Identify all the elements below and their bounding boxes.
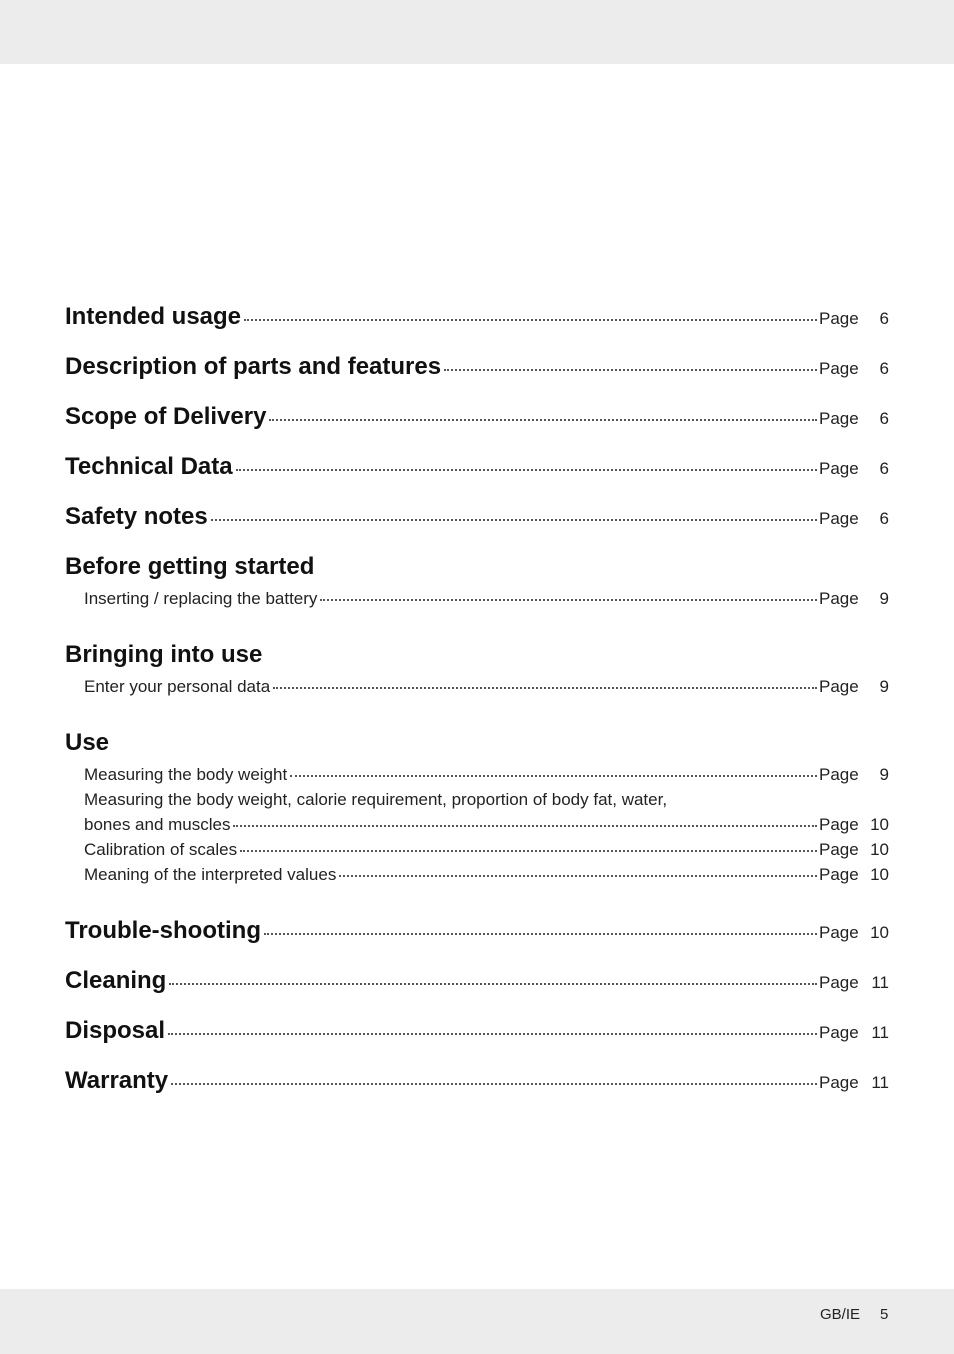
toc-subentry-title: Inserting / replacing the battery bbox=[84, 589, 318, 608]
dot-leader bbox=[290, 775, 817, 777]
page-label: Page bbox=[819, 815, 859, 834]
footer-page-number: 5 bbox=[880, 1306, 889, 1323]
page-label: Page bbox=[819, 865, 859, 884]
page-label: Page bbox=[819, 840, 859, 859]
toc-entry-intended-usage[interactable] bbox=[65, 298, 889, 348]
dot-leader bbox=[244, 319, 817, 321]
header-band bbox=[0, 0, 954, 64]
toc-subentry-calibration[interactable] bbox=[65, 837, 889, 862]
page-number: 6 bbox=[879, 359, 889, 378]
page-label: Page bbox=[819, 765, 859, 784]
toc-entry-title: Disposal bbox=[65, 1017, 166, 1044]
page-label: Page bbox=[819, 1073, 859, 1092]
toc-heading-title: Bringing into use bbox=[65, 641, 263, 668]
page-number: 11 bbox=[871, 1023, 889, 1042]
toc-subentry-title: Calibration of scales bbox=[84, 840, 238, 859]
page-label: Page bbox=[819, 459, 859, 478]
toc-entry-description[interactable] bbox=[65, 348, 889, 398]
toc-entry-title: Safety notes bbox=[65, 503, 208, 530]
toc-entry-scope-of-delivery[interactable] bbox=[65, 398, 889, 448]
page-number: 6 bbox=[879, 509, 889, 528]
page-number: 11 bbox=[871, 1073, 889, 1092]
toc-subentry-body-weight[interactable] bbox=[65, 762, 889, 787]
table-of-contents bbox=[65, 298, 889, 1112]
toc-entry-title: Cleaning bbox=[65, 967, 167, 994]
dot-leader bbox=[169, 983, 817, 985]
page-number: 9 bbox=[879, 765, 889, 784]
toc-heading-title: Before getting started bbox=[65, 553, 315, 580]
toc-subentry-personal-data[interactable] bbox=[65, 674, 889, 724]
toc-entry-title: Warranty bbox=[65, 1067, 169, 1094]
toc-heading-title: Use bbox=[65, 729, 110, 756]
page-label: Page bbox=[819, 1023, 859, 1042]
dot-leader bbox=[236, 469, 817, 471]
footer-region-label: GB/IE bbox=[820, 1306, 861, 1323]
dot-leader bbox=[233, 825, 817, 827]
page-label: Page bbox=[819, 409, 859, 428]
page-number: 6 bbox=[879, 409, 889, 428]
toc-entry-title: Description of parts and features bbox=[65, 353, 442, 380]
toc-subentry-interpreted-values[interactable] bbox=[65, 862, 889, 912]
toc-subentry-title: Meaning of the interpreted values bbox=[84, 865, 337, 884]
toc-entry-cleaning[interactable] bbox=[65, 962, 889, 1012]
page-number: 6 bbox=[879, 309, 889, 328]
page-number: 10 bbox=[870, 840, 889, 859]
dot-leader bbox=[171, 1083, 817, 1085]
toc-subentry-bones-muscles[interactable] bbox=[65, 812, 889, 837]
toc-subentry-title-line2: bones and muscles bbox=[84, 815, 231, 834]
dot-leader bbox=[320, 599, 817, 601]
dot-leader bbox=[269, 419, 817, 421]
toc-heading-bringing-into-use[interactable] bbox=[65, 636, 889, 674]
page-number: 9 bbox=[879, 589, 889, 608]
toc-heading-before-getting-started[interactable] bbox=[65, 548, 889, 586]
page-number: 9 bbox=[879, 677, 889, 696]
toc-entry-disposal[interactable] bbox=[65, 1012, 889, 1062]
page-label: Page bbox=[819, 923, 859, 942]
page-number: 11 bbox=[871, 973, 889, 992]
page-number: 10 bbox=[870, 865, 889, 884]
toc-entry-safety-notes[interactable] bbox=[65, 498, 889, 548]
page-label: Page bbox=[819, 589, 859, 608]
dot-leader bbox=[264, 933, 817, 935]
dot-leader bbox=[444, 369, 817, 371]
page-label: Page bbox=[819, 509, 859, 528]
dot-leader bbox=[240, 850, 817, 852]
dot-leader bbox=[339, 875, 817, 877]
toc-entry-trouble-shooting[interactable] bbox=[65, 912, 889, 962]
toc-subentry-title: Measuring the body weight bbox=[84, 765, 288, 784]
toc-subentry-title-line1: Measuring the body weight, calorie requirement, proportion of body fat, water, bbox=[84, 790, 668, 809]
page-label: Page bbox=[819, 309, 859, 328]
dot-leader bbox=[168, 1033, 817, 1035]
dot-leader bbox=[273, 687, 817, 689]
dot-leader bbox=[211, 519, 817, 521]
toc-entry-warranty[interactable] bbox=[65, 1062, 889, 1112]
toc-entry-title: Trouble-shooting bbox=[65, 917, 261, 944]
toc-entry-title: Intended usage bbox=[65, 303, 242, 330]
page-label: Page bbox=[819, 677, 859, 696]
toc-entry-title: Scope of Delivery bbox=[65, 403, 267, 430]
footer-band bbox=[0, 1289, 954, 1354]
toc-subentry-multi-line[interactable] bbox=[65, 787, 889, 812]
toc-entry-title: Technical Data bbox=[65, 453, 233, 480]
toc-subentry-title: Enter your personal data bbox=[84, 677, 271, 696]
toc-heading-use[interactable] bbox=[65, 724, 889, 762]
page-number: 10 bbox=[870, 815, 889, 834]
toc-entry-technical-data[interactable] bbox=[65, 448, 889, 498]
page-label: Page bbox=[819, 973, 859, 992]
toc-subentry-battery[interactable] bbox=[65, 586, 889, 636]
page-number: 6 bbox=[879, 459, 889, 478]
page-label: Page bbox=[819, 359, 859, 378]
page-number: 10 bbox=[870, 923, 889, 942]
